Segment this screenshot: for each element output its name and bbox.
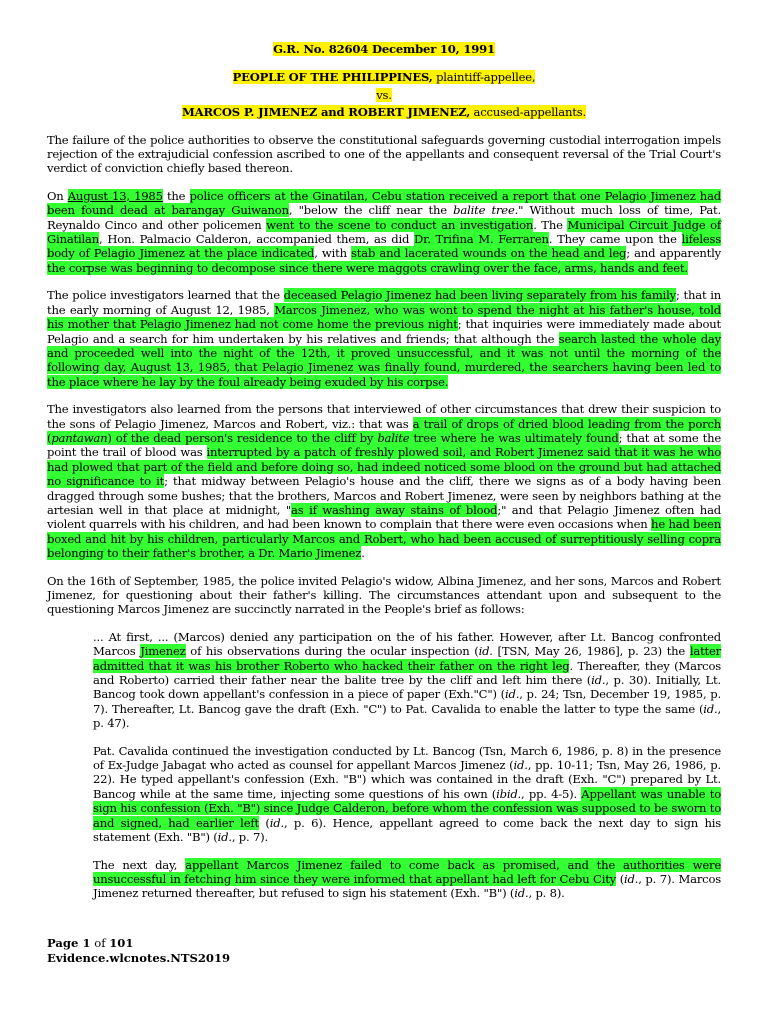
quote-cavalida: Pat. Cavalida continued the investigation conducted by Lt. Bancog (Tsn, March 6, 1986, p. 8) in the presence of Ex-Judge Jabagat who acted as counsel for appellant Marcos Jimenez (id., pp. 10-11; Tsn, May 26, 1986, p. 22). He typed appellant's confession (Exh. "B") which was contained in the draft (Exh. "C") prepared by Lt. Bancog while at the same time, injecting some questions of his own (ibid., pp. 4-5). Appellant was unable to sign his confession (Exh. "B") since Judge Calderon, before whom the confession was supposed to be sworn to and signed, had earlier left (id., p. 6). Hence, appellant agreed to come back the next day to sign his statement (Exh. "B") (id., p. 7). bbox=[93, 743, 722, 845]
case-party-plaintiff: PEOPLE OF THE PHILIPPINES, plaintiff-appellee, bbox=[232, 70, 536, 85]
notes-source: Evidence.wlcnotes.NTS2019 bbox=[47, 951, 231, 965]
paragraph-investigation: The police investigators learned that the deceased Pelagio Jimenez had been living separately from his family; that in the early morning of August 12, 1985, Marcos Jimenez, who was wont to spend the night at his father's house, told his mother that Pelagio Jimenez had not come home the previous night; that inquiries were immediately made about Pelagio and a search for him undertaken by his relatives and friends; that although the search lasted the whole day and proceeded well into the night of the 12th, it proved unsuccessful, and it was not until the morning of the following day, August 13, 1985, that Pelagio Jimenez was finally found, murdered, the searchers having been led to the place where he lay by the foul already being exuded by his corpse. bbox=[47, 288, 721, 389]
quote-confession: ... At first, ... (Marcos) denied any participation on the of his father. However, after Lt. Bancog confronted Marcos Jimenez of his observations during the ocular inspection (id. [TSN, May 26, 1986], p. 23) the latter admitted that it was his brother Roberto who hacked their father on the right leg. Thereafter, they (Marcos and Roberto) carried their father near the balite tree by the cliff and left him there (id., p. 30). Initially, Lt. Bancog took down appellant's confession in a piece of paper (Exh."C") (id., p. 24; Tsn, December 19, 1985, p. 7). Thereafter, Lt. Bancog gave the draft (Exh. "C") to Pat. Cavalida to enable the latter to type the same (id., p. 47). bbox=[93, 629, 721, 731]
paragraph-circumstances: The investigators also learned from the persons that interviewed of other circumstances that drew their suspicion to the sons of Pelagio Jimenez, Marcos and Robert, viz.: that was a trail of drops of dried blood leading from the porch (pantawan) of the dead person's residence to the cliff by balite tree where he was ultimately found; that at some the point the trail of blood was interrupted by a patch of freshly plowed soil, and Robert Jimenez said that it was he who had plowed that part of the field and before doing so, had indeed noticed some blood on the ground but had attached no significance to it; that midway between Pelagio's house and the cliff, there we signs as of a body having been dragged through some bushes; that the brothers, Marcos and Robert Jimenez, were seen by neighbors bathing at the artesian well in that place at midnight, "as if washing away stains of blood;" and that Pelagio Jimenez often had violent quarrels with his children, and had been known to complain that there were even occasions when he had been boxed and hit by his children, particularly Marcos and Robert, who had been accused of surreptitiously selling copra belonging to their father's brother, a Dr. Mario Jimenez. bbox=[47, 402, 722, 561]
case-party-accused: MARCOS P. JIMENEZ and ROBERT JIMENEZ, accused-appellants. bbox=[182, 105, 586, 120]
quote-next-day: The next day, appellant Marcos Jimenez failed to come back as promised, and the authorities were unsuccessful in fetching him since they were informed that appellant had left for Cebu City (id., p. 7). Marcos Jimenez returned thereafter, but refused to sign his statement (Exh. "B") (id., p. 8). bbox=[93, 857, 722, 901]
document-body bbox=[47, 42, 721, 901]
page-footer bbox=[47, 936, 230, 966]
case-number: G.R. No. 82604 December 10, 1991 bbox=[273, 42, 495, 56]
page-number: Page 1 of 101 bbox=[47, 936, 134, 950]
case-vs: vs. bbox=[376, 87, 392, 102]
paragraph-intro: The failure of the police authorities to observe the constitutional safeguards governing custodial interrogation impels rejection of the extrajudicial confession ascribed to one of the appellants and consequent reversal of the Trial Court's verdict of conviction chiefly based thereon. bbox=[47, 132, 721, 176]
paragraph-discovery: On August 13, 1985 the police officers at the Ginatilan, Cebu station received a report that one Pelagio Jimenez had been found dead at barangay Guiwanon, "below the cliff near the balite tree." Without much loss of time, Pat. Reynaldo Cinco and other policemen went to the scene to conduct an investigation. The Municipal Circuit Judge of Ginatilan, Hon. Palmacio Calderon, accompanied them, as did Dr. Trifina M. Ferraren. They came upon the lifeless body of Pelagio Jimenez at the place indicated, with stab and lacerated wounds on the head and leg; and apparently the corpse was beginning to decompose since there were maggots crawling over the face, arms, hands and feet. bbox=[47, 188, 722, 275]
paragraph-questioning: On the 16th of September, 1985, the police invited Pelagio's widow, Albina Jimenez, and her sons, Marcos and Robert Jimenez, for questioning about their father's killing. The circumstances attendant upon and subsequent to the questioning Marcos Jimenez are succinctly narrated in the People's brief as follows: bbox=[47, 573, 721, 617]
